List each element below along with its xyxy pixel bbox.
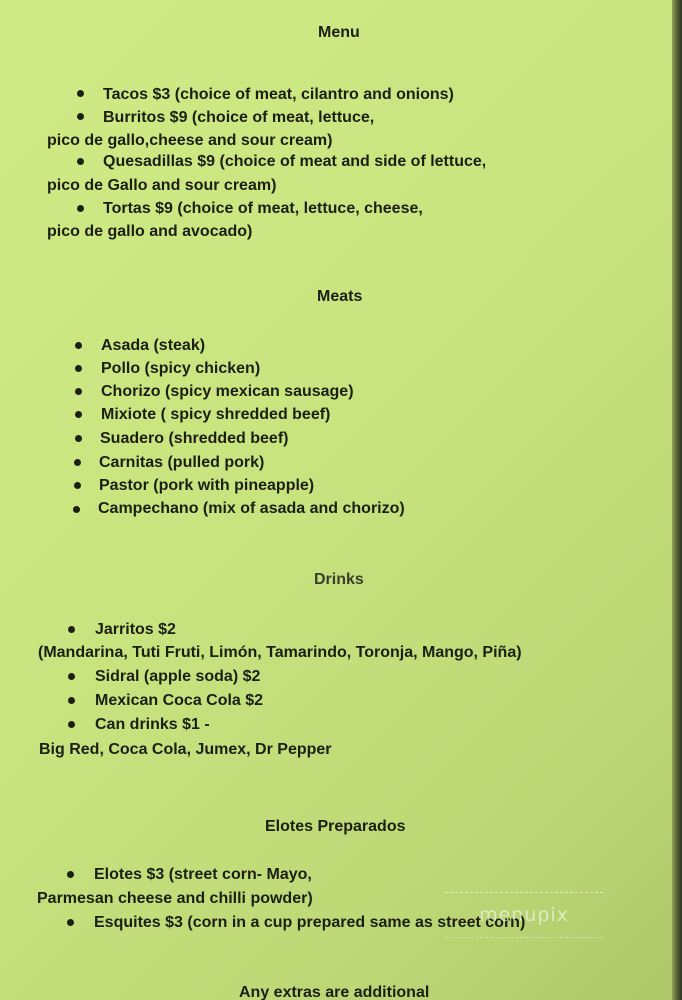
bullet-icon	[75, 411, 82, 418]
bullet-icon	[77, 90, 84, 97]
bullet-icon	[73, 506, 80, 513]
drink-item-jarritos-flavors: (Mandarina, Tuti Fruti, Limón, Tamarindo, Toronja, Mango, Piña)	[38, 644, 522, 661]
bullet-icon	[67, 871, 74, 878]
meat-item: Pollo (spicy chicken)	[101, 360, 261, 377]
bullet-icon	[75, 435, 82, 442]
menu-item-tortas: Tortas $9 (choice of meat, lettuce, cheese,	[103, 200, 423, 217]
drink-item-can-drinks-list: Big Red, Coca Cola, Jumex, Dr Pepper	[39, 741, 332, 758]
drink-item-jarritos: Jarritos $2	[95, 621, 176, 638]
menu-item-tortas-continued: pico de gallo and avocado)	[47, 223, 253, 240]
elotes-heading: Elotes Preparados	[265, 818, 406, 835]
menu-item-tacos: Tacos $3 (choice of meat, cilantro and onions)	[103, 86, 454, 103]
bullet-icon	[68, 697, 75, 704]
menu-heading: Menu	[318, 24, 360, 41]
bullet-icon	[77, 113, 84, 120]
extras-note: Any extras are additional	[239, 984, 430, 1000]
bullet-icon	[77, 205, 84, 212]
bullet-icon	[77, 158, 84, 165]
meat-item: Campechano (mix of asada and chorizo)	[98, 500, 405, 517]
elote-item-esquites: Esquites $3 (corn in a cup prepared same as street corn)	[94, 914, 526, 931]
drink-item-sidral: Sidral (apple soda) $2	[95, 668, 261, 685]
elote-item-elotes: Elotes $3 (street corn- Mayo,	[94, 866, 312, 883]
menu-item-burritos-continued: pico de gallo,cheese and sour cream)	[47, 132, 333, 149]
bullet-icon	[74, 459, 81, 466]
meat-item: Pastor (pork with pineapple)	[99, 477, 315, 494]
drinks-heading: Drinks	[314, 571, 364, 588]
meat-item: Carnitas (pulled pork)	[99, 454, 265, 471]
drink-item-coca-cola: Mexican Coca Cola $2	[95, 692, 264, 709]
bullet-icon	[75, 365, 82, 372]
meat-item: Mixiote ( spicy shredded beef)	[101, 406, 331, 423]
menu-item-burritos: Burritos $9 (choice of meat, lettuce,	[103, 109, 375, 126]
bullet-icon	[75, 388, 82, 395]
meats-heading: Meats	[317, 288, 363, 305]
elote-item-elotes-continued: Parmesan cheese and chilli powder)	[37, 890, 313, 907]
bullet-icon	[75, 342, 82, 349]
meat-item: Chorizo (spicy mexican sausage)	[101, 383, 354, 400]
meat-item: Suadero (shredded beef)	[100, 430, 289, 447]
menu-item-quesadillas-continued: pico de Gallo and sour cream)	[47, 177, 277, 194]
watermark: menupix	[445, 892, 603, 938]
bullet-icon	[68, 673, 75, 680]
bullet-icon	[74, 482, 81, 489]
bullet-icon	[67, 919, 74, 926]
meat-item: Asada (steak)	[101, 337, 206, 354]
bullet-icon	[68, 626, 75, 633]
bullet-icon	[68, 721, 75, 728]
menu-item-quesadillas: Quesadillas $9 (choice of meat and side of lettuce,	[103, 153, 487, 170]
drink-item-can-drinks: Can drinks $1 -	[95, 716, 210, 733]
paper-edge-shadow	[672, 0, 682, 1000]
